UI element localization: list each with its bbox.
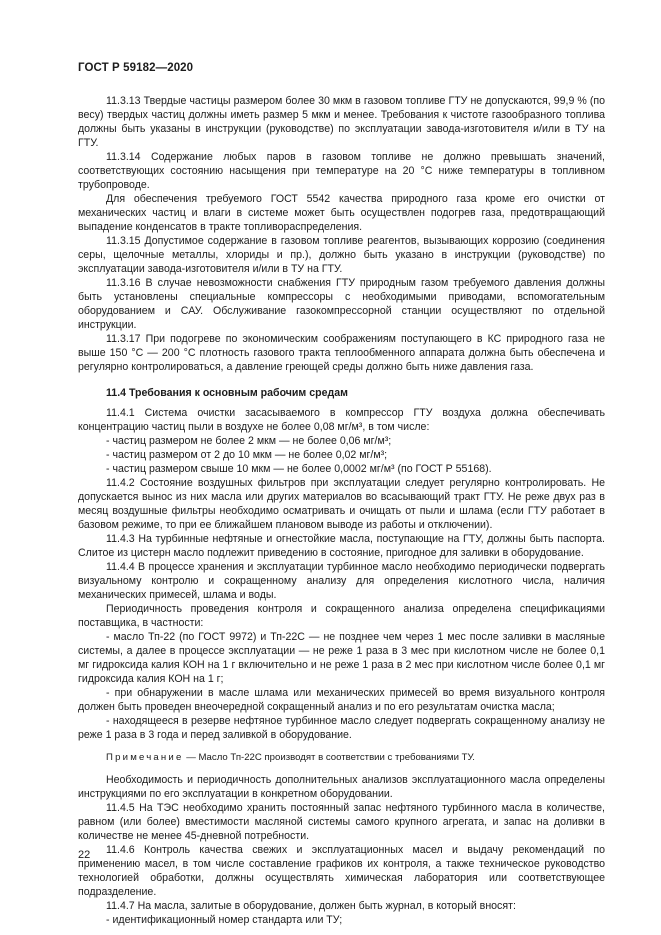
paragraph-11-4-6: 11.4.6 Контроль качества свежих и эксплуатационных масел и выдачу рекомендаций по применению масел, в том числе составление графиков их контроля, а также техническое руководство технологией обработки, должны осуществлять химическая лаборатория или соответствующее подразделение. bbox=[78, 844, 605, 898]
paragraph-11-3-14: 11.3.14 Содержание любых паров в газовом топливе не должно превышать значений, соответствующих состоянию насыщения при температуре на 20 °С ниже температуры в топливном трубопроводе. bbox=[78, 151, 605, 191]
paragraph-11-3-16: 11.3.16 В случае невозможности снабжения ГТУ природным газом требуемого давления должны быть установлены специальные компрессоры с необходимыми приводами, вспомогательным оборудованием и САУ. Обслуживание газокомпрессорной станции осуществляют по отдельной инструкции. bbox=[78, 277, 605, 331]
note-text: — Масло Тп-22С производят в соответствии с требованиями ТУ. bbox=[183, 752, 475, 763]
list-item-oil-2: - при обнаружении в масле шлама или механических примесей во время визуального контроля должен быть проведен внеочередной сокращенный анализ и по его результатам очистка масла; bbox=[78, 687, 605, 713]
paragraph-11-3-17: 11.3.17 При подогреве по экономическим соображениям поступающего в КС природного газа не выше 150 °С — 200 °С плотность газового тракта теплообменного аппарата должна быть обеспечена и регулярно контролироваться, а давление греющей среды должно быть ниже давления газа. bbox=[78, 333, 605, 373]
section-heading-11-4: 11.4 Требования к основным рабочим средам bbox=[106, 387, 348, 399]
paragraph-11-4-3: 11.4.3 На турбинные нефтяные и огнестойкие масла, поступающие на ГТУ, должны быть паспорта. Слитое из цистерн масло подлежит приведению в состояние, пригодное для заливки в оборудование. bbox=[78, 533, 605, 559]
paragraph-gas-heating: Для обеспечения требуемого ГОСТ 5542 качества природного газа кроме его очистки от механических частиц и влаги в системе может быть осуществлен подогрев газа, предотвращающий выпадение конденсатов в тракте топливораспределения. bbox=[78, 193, 605, 233]
note bbox=[78, 751, 605, 764]
paragraph-11-4-4: 11.4.4 В процессе хранения и эксплуатации турбинное масло необходимо периодически подвергать визуальному контролю и сокращенному анализу для определения кислотного числа, наличия механических примесей, шлама и воды. bbox=[78, 561, 605, 601]
list-item-dust-1: - частиц размером не более 2 мкм — не более 0,06 мг/м³; bbox=[106, 435, 392, 447]
list-item-oil-3: - находящееся в резерве нефтяное турбинное масло следует подвергать сокращенному анализу не реже 1 раза в 3 года и перед заливкой в оборудование. bbox=[78, 715, 605, 741]
list-item-oil-1: - масло Тп-22 (по ГОСТ 9972) и Тп-22С — не позднее чем через 1 мес после заливки в масляные системы, а далее в процессе эксплуатации — не реже 1 раза в 3 мес при кислотном числе не более 0,1 мг гидроксида калия КОН на 1 г включительно и не реже 1 раза в 2 мес при кислотном числе более 0,1 мг гидроксида калия КОН на 1 г; bbox=[78, 631, 605, 685]
note-label: Примечание bbox=[106, 752, 184, 763]
paragraph-11-3-13: 11.3.13 Твердые частицы размером более 30 мкм в газовом топливе ГТУ не допускаются, 99,9 % (по весу) твердых частиц должны иметь размер 5 мкм и менее. Требования к чистоте газообразного топлива должны быть указаны в инструкции (руководстве) по эксплуатации завода-изготовителя и/или в ТУ на ГТУ. bbox=[78, 95, 605, 149]
paragraph-11-3-15: 11.3.15 Допустимое содержание в газовом топливе реагентов, вызывающих коррозию (соединения серы, щелочные металлы, хлориды и пр.), должно быть указано в инструкции (руководстве) по эксплуатации завода-изготовителя и/или в ТУ на ГТУ. bbox=[78, 235, 605, 275]
paragraph-11-4-7: 11.4.7 На масла, залитые в оборудование, должен быть журнал, в который вносят: bbox=[106, 900, 516, 912]
list-item-dust-3: - частиц размером свыше 10 мкм — не более 0,0002 мг/м³ (по ГОСТ Р 55168). bbox=[106, 463, 492, 475]
document-header: ГОСТ Р 59182—2020 bbox=[78, 62, 194, 74]
page-number: 22 bbox=[78, 849, 91, 861]
paragraph-control-periodicity: Периодичность проведения контроля и сокращенного анализа определена спецификациями поставщика, в частности: bbox=[78, 603, 605, 629]
list-item-journal-1: - идентификационный номер стандарта или ТУ; bbox=[106, 914, 343, 926]
list-item-dust-2: - частиц размером от 2 до 10 мкм — не более 0,02 мг/м³; bbox=[106, 449, 388, 461]
paragraph-additional-analyses: Необходимость и периодичность дополнительных анализов эксплуатационного масла определены инструкциями по его эксплуатации в конкретном оборудовании. bbox=[78, 774, 605, 800]
document-body bbox=[78, 94, 605, 927]
paragraph-11-4-5: 11.4.5 На ТЭС необходимо хранить постоянный запас нефтяного турбинного масла в количестве, равном (или более) вместимости масляной системы самого крупного агрегата, и запас на доливки в количестве не менее 45-дневной потребности. bbox=[78, 802, 605, 842]
paragraph-11-4-2: 11.4.2 Состояние воздушных фильтров при эксплуатации следует регулярно контролировать. Не допускается вынос из них масла или других материалов во всасывающий тракт ГТУ. Не реже двух раз в месяц воздушные фильтры необходимо осматривать и очищать от пыли и шлама (если ГТУ работает в базовом режиме, то при ее ближайшем плановом выводе из работы и отключении). bbox=[78, 477, 605, 531]
paragraph-11-4-1: 11.4.1 Система очистки засасываемого в компрессор ГТУ воздуха должна обеспечивать концентрацию частиц пыли в воздухе не более 0,08 мг/м³, в том числе: bbox=[78, 407, 605, 433]
